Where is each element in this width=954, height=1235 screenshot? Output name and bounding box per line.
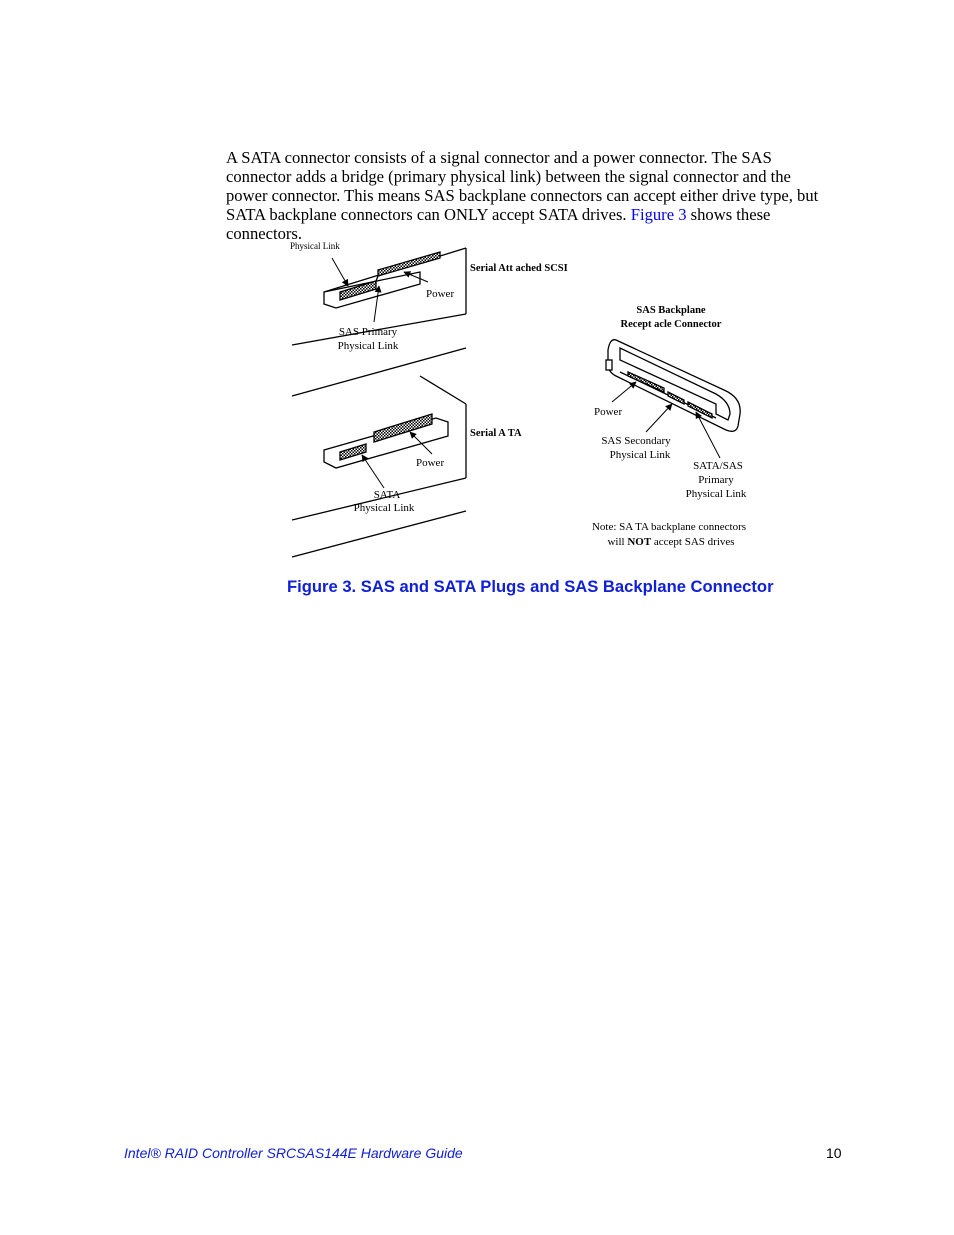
body-line: connector adds a bridge (primary physical link) between the signal connector and the: [226, 167, 791, 186]
note-segment: will: [607, 536, 628, 548]
sata-link-label: SATA: [373, 489, 401, 501]
body-paragraph: [226, 148, 846, 243]
footer-page-number: 10: [826, 1145, 842, 1161]
backplane-secondary-arrow: [646, 404, 672, 432]
backplane-secondary-label: SAS Secondary: [601, 435, 671, 447]
backplane-tab: [606, 360, 612, 370]
backplane-title: Recept acle Connector: [620, 319, 722, 330]
body-text-segment: SATA backplane connectors can ONLY accept SATA drives.: [226, 205, 631, 224]
note-emphasis: NOT: [627, 536, 652, 548]
body-line: A SATA connector consists of a signal connector and a power connector. The SAS: [226, 148, 772, 167]
sas-power-pins: [378, 252, 440, 276]
sata-plug-title: Serial A TA: [470, 428, 522, 439]
sas-cut-label: Physical Link: [290, 241, 340, 251]
note-segment: accept SAS drives: [651, 536, 735, 548]
backplane-note: Note: SA TA backplane connectors: [591, 521, 747, 533]
figure-3-link[interactable]: Figure 3: [630, 205, 687, 224]
body-line: [226, 205, 846, 224]
sas-power-label: Power: [426, 288, 455, 300]
drive-edge: [292, 511, 466, 557]
backplane-secondary-label: Physical Link: [609, 449, 671, 461]
body-line: connectors.: [226, 224, 303, 243]
backplane-power-arrow: [612, 382, 636, 402]
sas-primary-label: Physical Link: [337, 340, 399, 352]
sata-plug-drawing: [292, 348, 466, 557]
backplane-title: SAS Backplane: [636, 305, 706, 316]
body-line: power connector. This means SAS backplane connectors can accept either drive type, but: [226, 186, 819, 205]
sas-cut-arrow: [332, 258, 348, 286]
sata-link-arrow: [362, 455, 384, 488]
figure-caption: Figure 3. SAS and SATA Plugs and SAS Backplane Connector: [287, 577, 774, 596]
backplane-primary-label: SATA/SAS: [693, 460, 743, 472]
backplane-power-label: Power: [594, 406, 623, 418]
body-text-segment: shows these: [686, 205, 771, 224]
sas-plug-title: Serial Att ached SCSI: [470, 263, 568, 274]
sata-link-label: Physical Link: [353, 502, 415, 514]
backplane-primary-label: Physical Link: [685, 488, 747, 500]
connector-figure: [0, 240, 954, 570]
sata-power-label: Power: [416, 457, 445, 469]
backplane-note: [607, 536, 734, 548]
backplane-primary-label: Primary: [698, 474, 734, 486]
backplane-drawing: [606, 340, 740, 432]
drive-edge: [420, 376, 466, 404]
sas-primary-label: SAS Primary: [338, 326, 398, 338]
footer-document-title: Intel® RAID Controller SRCSAS144E Hardware Guide: [124, 1145, 463, 1161]
